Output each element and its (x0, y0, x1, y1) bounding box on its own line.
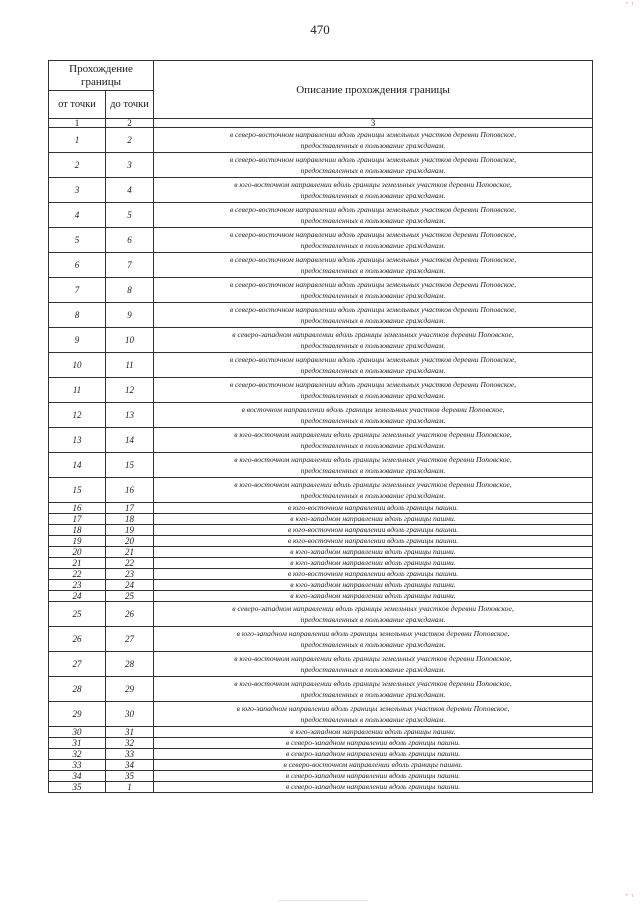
from-point-cell: 25 (49, 602, 106, 627)
from-point-cell: 10 (49, 353, 106, 378)
to-point-cell: 23 (106, 569, 154, 580)
table-row (49, 569, 593, 580)
to-point-cell: 6 (106, 228, 154, 253)
from-point-cell: 4 (49, 203, 106, 228)
table-row (49, 303, 593, 328)
from-point-cell: 14 (49, 453, 106, 478)
from-point-cell: 29 (49, 702, 106, 727)
table-row (49, 178, 593, 203)
to-point-cell: 27 (106, 627, 154, 652)
description-cell: в северо-западном направлении вдоль границы земельных участков деревни Поповское, предоставленных в пользование гражданам. (154, 328, 593, 353)
table-row (49, 602, 593, 627)
description-cell: в северо-западном направлении вдоль границы земельных участков деревни Поповское, предоставленных в пользование гражданам. (154, 602, 593, 627)
table-row (49, 547, 593, 558)
from-point-cell: 17 (49, 514, 106, 525)
description-cell: в юго-западном направлении вдоль границы пашни. (154, 591, 593, 602)
from-point-cell: 24 (49, 591, 106, 602)
description-cell: в юго-восточном направлении вдоль границы земельных участков деревни Поповское, предоставленных в пользование гражданам. (154, 428, 593, 453)
to-point-cell: 24 (106, 580, 154, 591)
from-point-cell: 12 (49, 403, 106, 428)
table-row (49, 403, 593, 428)
table-row (49, 503, 593, 514)
from-point-cell: 20 (49, 547, 106, 558)
table-row (49, 514, 593, 525)
description-cell: в северо-восточном направлении вдоль границы земельных участков деревни Поповское, предоставленных в пользование гражданам. (154, 203, 593, 228)
to-point-cell: 9 (106, 303, 154, 328)
description-cell: в юго-западном направлении вдоль границы пашни. (154, 580, 593, 591)
description-cell: в северо-восточном направлении вдоль границы земельных участков деревни Поповское, предоставленных в пользование гражданам. (154, 253, 593, 278)
column-number-3: 3 (154, 119, 593, 128)
from-point-cell: 22 (49, 569, 106, 580)
from-point-cell: 16 (49, 503, 106, 514)
to-point-cell: 19 (106, 525, 154, 536)
table-row (49, 428, 593, 453)
from-point-cell: 8 (49, 303, 106, 328)
description-cell: в юго-восточном направлении вдоль границы земельных участков деревни Поповское, предоставленных в пользование гражданам. (154, 178, 593, 203)
to-point-cell: 17 (106, 503, 154, 514)
from-point-cell: 7 (49, 278, 106, 303)
to-point-cell: 12 (106, 378, 154, 403)
to-point-cell: 34 (106, 760, 154, 771)
description-cell: в юго-восточном направлении вдоль границы пашни. (154, 503, 593, 514)
page-number: 470 (310, 22, 330, 37)
table-row (49, 591, 593, 602)
to-point-cell: 10 (106, 328, 154, 353)
from-point-cell: 27 (49, 652, 106, 677)
table-row (49, 627, 593, 652)
from-point-cell: 1 (49, 128, 106, 153)
table-row (49, 760, 593, 771)
from-point-cell: 15 (49, 478, 106, 503)
description-cell: в юго-западном направлении вдоль границы земельных участков деревни Поповское, предоставленных в пользование гражданам. (154, 627, 593, 652)
description-cell: в северо-восточном направлении вдоль границы пашни. (154, 760, 593, 771)
to-point-cell: 22 (106, 558, 154, 569)
table-row (49, 328, 593, 353)
description-cell: в юго-западном направлении вдоль границы пашни. (154, 514, 593, 525)
to-point-cell: 20 (106, 536, 154, 547)
description-cell: в юго-западном направлении вдоль границы пашни. (154, 558, 593, 569)
from-point-cell: 31 (49, 738, 106, 749)
from-point-cell: 13 (49, 428, 106, 453)
from-point-cell: 33 (49, 760, 106, 771)
column-number-2: 2 (106, 119, 154, 128)
table-row (49, 702, 593, 727)
description-cell: в северо-восточном направлении вдоль границы земельных участков деревни Поповское, предоставленных в пользование гражданам. (154, 153, 593, 178)
to-point-cell: 29 (106, 677, 154, 702)
description-cell: в северо-восточном направлении вдоль границы земельных участков деревни Поповское, предоставленных в пользование гражданам. (154, 378, 593, 403)
table-body (49, 128, 593, 793)
description-cell: в северо-восточном направлении вдоль границы земельных участков деревни Поповское, предоставленных в пользование гражданам. (154, 353, 593, 378)
table-row (49, 153, 593, 178)
table-row (49, 278, 593, 303)
description-cell: в юго-восточном направлении вдоль границы пашни. (154, 536, 593, 547)
description-cell: в северо-восточном направлении вдоль границы земельных участков деревни Поповское, предоставленных в пользование гражданам. (154, 228, 593, 253)
description-cell: в северо-западном направлении вдоль границы пашни. (154, 749, 593, 760)
table-row (49, 453, 593, 478)
description-cell: в северо-восточном направлении вдоль границы земельных участков деревни Поповское, предоставленных в пользование гражданам. (154, 278, 593, 303)
column-number-1: 1 (49, 119, 106, 128)
footer-divider (278, 900, 368, 901)
from-point-cell: 11 (49, 378, 106, 403)
table-row (49, 203, 593, 228)
description-cell: в юго-восточном направлении вдоль границы пашни. (154, 525, 593, 536)
table-row (49, 353, 593, 378)
from-point-cell: 35 (49, 782, 106, 793)
header-description: Описание прохождения границы (154, 61, 593, 119)
to-point-cell: 28 (106, 652, 154, 677)
description-cell: в юго-восточном направлении вдоль границы земельных участков деревни Поповское, предоставленных в пользование гражданам. (154, 453, 593, 478)
description-cell: в юго-западном направлении вдоль границы земельных участков деревни Поповское, предоставленных в пользование гражданам. (154, 702, 593, 727)
table-row (49, 580, 593, 591)
table-row (49, 525, 593, 536)
table-row (49, 749, 593, 760)
description-cell: в юго-восточном направлении вдоль границы пашни. (154, 569, 593, 580)
description-cell: в юго-западном направлении вдоль границы пашни. (154, 547, 593, 558)
table-row (49, 738, 593, 749)
header-from-point: от точки (49, 91, 106, 119)
description-cell: в юго-западном направлении вдоль границы пашни. (154, 727, 593, 738)
description-cell: в северо-западном направлении вдоль границы пашни. (154, 738, 593, 749)
header-to-point: до точки (106, 91, 154, 119)
to-point-cell: 32 (106, 738, 154, 749)
from-point-cell: 32 (49, 749, 106, 760)
from-point-cell: 19 (49, 536, 106, 547)
to-point-cell: 35 (106, 771, 154, 782)
corner-scan-mark-bottom: • ɪ (625, 893, 634, 899)
to-point-cell: 21 (106, 547, 154, 558)
to-point-cell: 15 (106, 453, 154, 478)
description-cell: в восточном направлении вдоль границы земельных участков деревни Поповское, предоставленных в пользование гражданам. (154, 403, 593, 428)
from-point-cell: 34 (49, 771, 106, 782)
to-point-cell: 30 (106, 702, 154, 727)
to-point-cell: 31 (106, 727, 154, 738)
from-point-cell: 23 (49, 580, 106, 591)
description-cell: в юго-восточном направлении вдоль границы земельных участков деревни Поповское, предоставленных в пользование гражданам. (154, 652, 593, 677)
header-boundary-passage: Прохождение границы (49, 61, 154, 91)
table-row (49, 558, 593, 569)
from-point-cell: 3 (49, 178, 106, 203)
to-point-cell: 13 (106, 403, 154, 428)
corner-scan-mark: • ɪ (625, 1, 634, 7)
table-row (49, 253, 593, 278)
table-row (49, 677, 593, 702)
from-point-cell: 18 (49, 525, 106, 536)
to-point-cell: 7 (106, 253, 154, 278)
from-point-cell: 6 (49, 253, 106, 278)
boundary-table (48, 60, 593, 793)
from-point-cell: 21 (49, 558, 106, 569)
from-point-cell: 2 (49, 153, 106, 178)
description-cell: в северо-восточном направлении вдоль границы земельных участков деревни Поповское, предоставленных в пользование гражданам. (154, 303, 593, 328)
table-row (49, 652, 593, 677)
description-cell: в северо-восточном направлении вдоль границы земельных участков деревни Поповское, предоставленных в пользование гражданам. (154, 128, 593, 153)
from-point-cell: 9 (49, 328, 106, 353)
table-row (49, 128, 593, 153)
to-point-cell: 26 (106, 602, 154, 627)
to-point-cell: 16 (106, 478, 154, 503)
table-row (49, 478, 593, 503)
table-row (49, 771, 593, 782)
from-point-cell: 30 (49, 727, 106, 738)
table-row (49, 536, 593, 547)
to-point-cell: 25 (106, 591, 154, 602)
to-point-cell: 4 (106, 178, 154, 203)
to-point-cell: 1 (106, 782, 154, 793)
to-point-cell: 11 (106, 353, 154, 378)
table-row (49, 228, 593, 253)
to-point-cell: 33 (106, 749, 154, 760)
description-cell: в юго-восточном направлении вдоль границы земельных участков деревни Поповское, предоставленных в пользование гражданам. (154, 677, 593, 702)
description-cell: в северо-западном направлении вдоль границы пашни. (154, 771, 593, 782)
description-cell: в северо-западном направлении вдоль границы пашни. (154, 782, 593, 793)
to-point-cell: 5 (106, 203, 154, 228)
from-point-cell: 26 (49, 627, 106, 652)
table-row (49, 378, 593, 403)
table-row (49, 727, 593, 738)
to-point-cell: 18 (106, 514, 154, 525)
from-point-cell: 28 (49, 677, 106, 702)
from-point-cell: 5 (49, 228, 106, 253)
table-row (49, 782, 593, 793)
to-point-cell: 8 (106, 278, 154, 303)
to-point-cell: 3 (106, 153, 154, 178)
to-point-cell: 2 (106, 128, 154, 153)
to-point-cell: 14 (106, 428, 154, 453)
description-cell: в юго-восточном направлении вдоль границы земельных участков деревни Поповское, предоставленных в пользование гражданам. (154, 478, 593, 503)
